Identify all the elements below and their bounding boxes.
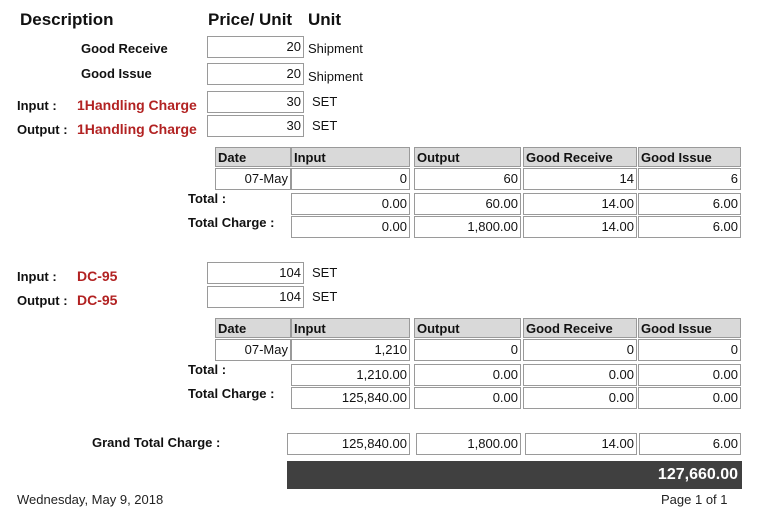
section2-charge-good-receive: 0.00 <box>523 387 637 409</box>
footer-page-number: Page 1 of 1 <box>661 492 728 507</box>
section1-charge-good-issue: 6.00 <box>638 216 741 238</box>
section1-col-input: Input <box>291 147 410 167</box>
section2-row-good-issue: 0 <box>638 339 741 361</box>
good-receive-unit: Shipment <box>308 41 363 56</box>
section1-row-good-issue: 6 <box>638 168 741 190</box>
section2-charge-input: 125,840.00 <box>291 387 410 409</box>
section1-output-label: Output : <box>17 122 68 137</box>
section1-charge-good-receive: 14.00 <box>523 216 637 238</box>
section2-total-output: 0.00 <box>414 364 521 386</box>
section1-charge-label: Total Charge : <box>188 215 275 230</box>
price-unit-header: Price/ Unit <box>208 10 293 29</box>
section2-output-label: Output : <box>17 293 68 308</box>
section1-output-unit: SET <box>312 118 338 133</box>
section2-charge-label: Total Charge : <box>188 386 275 401</box>
section1-output-item: 1Handling Charge <box>77 121 197 137</box>
section2-col-output: Output <box>414 318 521 338</box>
section2-output-item: DC-95 <box>77 292 118 308</box>
section2-charge-output: 0.00 <box>414 387 521 409</box>
section2-col-good-receive: Good Receive <box>523 318 637 338</box>
section2-input-item: DC-95 <box>77 268 118 284</box>
section2-row-input: 1,210 <box>291 339 410 361</box>
unit-header: Unit <box>308 10 342 29</box>
section2-output-price: 104 <box>207 286 304 308</box>
good-issue-price-field: 20 <box>207 63 304 85</box>
section2-total-good-issue: 0.00 <box>638 364 741 386</box>
section2-input-price: 104 <box>207 262 304 284</box>
grand-total-output: 1,800.00 <box>416 433 521 455</box>
section2-row-output: 0 <box>414 339 521 361</box>
footer-date: Wednesday, May 9, 2018 <box>17 492 164 507</box>
section1-row-input: 0 <box>291 168 410 190</box>
good-receive-label: Good Receive <box>81 41 168 56</box>
section2-charge-good-issue: 0.00 <box>638 387 741 409</box>
good-issue-label: Good Issue <box>81 66 152 81</box>
grand-total-input: 125,840.00 <box>287 433 410 455</box>
section1-output-price: 30 <box>207 115 304 137</box>
section2-col-good-issue: Good Issue <box>638 318 741 338</box>
section2-total-label: Total : <box>188 362 227 377</box>
section2-output-unit: SET <box>312 289 338 304</box>
section1-charge-output: 1,800.00 <box>414 216 521 238</box>
section1-total-label: Total : <box>188 191 227 206</box>
grand-total-good-receive: 14.00 <box>525 433 637 455</box>
section1-row-date: 07-May <box>215 168 291 190</box>
section2-col-date: Date <box>215 318 291 338</box>
section1-input-item: 1Handling Charge <box>77 97 197 113</box>
section1-row-output: 60 <box>414 168 521 190</box>
section1-total-good-issue: 6.00 <box>638 193 741 215</box>
section1-col-good-receive: Good Receive <box>523 147 637 167</box>
section2-row-date: 07-May <box>215 339 291 361</box>
section2-total-good-receive: 0.00 <box>523 364 637 386</box>
section2-input-label: Input : <box>17 269 57 284</box>
section1-total-input: 0.00 <box>291 193 410 215</box>
section1-col-output: Output <box>414 147 521 167</box>
section1-col-good-issue: Good Issue <box>638 147 741 167</box>
grand-total-sum: 127,660.00 <box>287 461 742 489</box>
section1-total-good-receive: 14.00 <box>523 193 637 215</box>
section1-total-output: 60.00 <box>414 193 521 215</box>
section2-total-input: 1,210.00 <box>291 364 410 386</box>
section2-input-unit: SET <box>312 265 338 280</box>
good-receive-price-field: 20 <box>207 36 304 58</box>
section1-col-date: Date <box>215 147 291 167</box>
section2-row-good-receive: 0 <box>523 339 637 361</box>
grand-total-good-issue: 6.00 <box>639 433 741 455</box>
description-header: Description <box>20 10 114 29</box>
section1-row-good-receive: 14 <box>523 168 637 190</box>
section2-col-input: Input <box>291 318 410 338</box>
section1-input-unit: SET <box>312 94 338 109</box>
section1-charge-input: 0.00 <box>291 216 410 238</box>
good-issue-unit: Shipment <box>308 69 363 84</box>
grand-total-label: Grand Total Charge : <box>92 435 221 450</box>
section1-input-price: 30 <box>207 91 304 113</box>
section1-input-label: Input : <box>17 98 57 113</box>
